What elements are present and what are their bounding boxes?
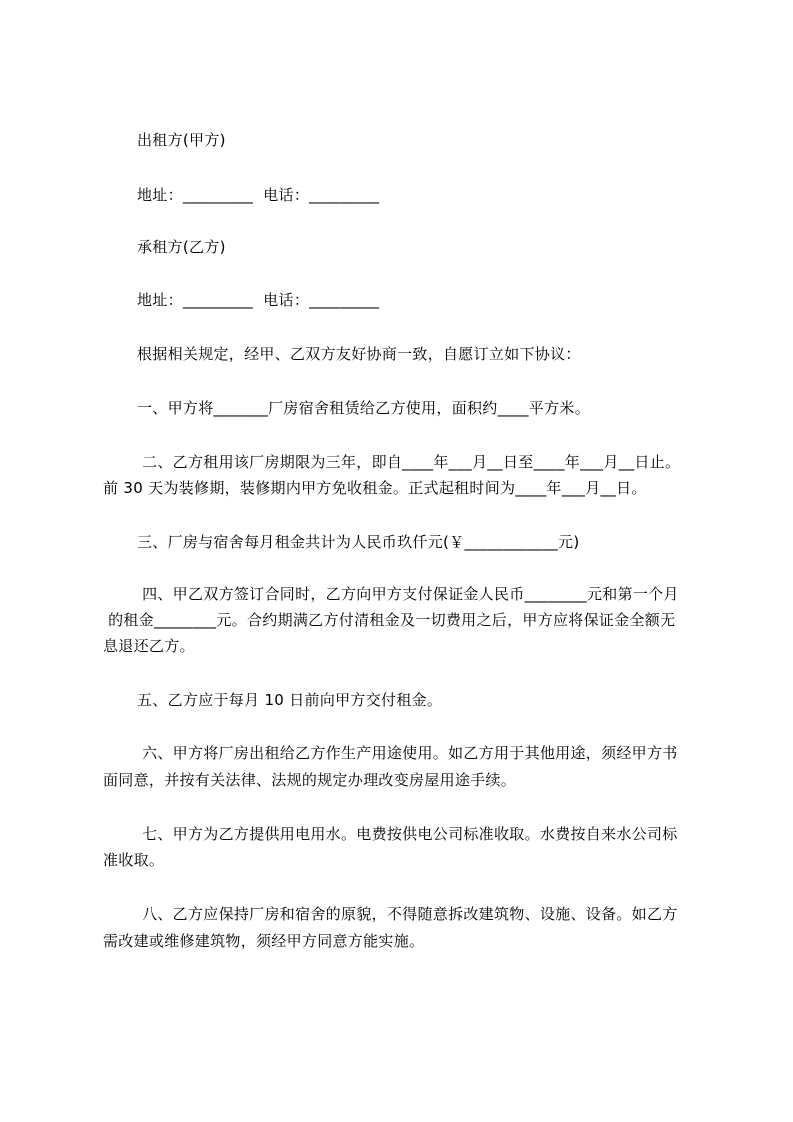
clause-5-line-1: 五、乙方应于每月 10 日前向甲方交付租金。 [137, 691, 443, 709]
clause-1-line-1: 一、甲方将_______厂房宿舍租赁给乙方使用，面积约____平方米。 [137, 399, 591, 417]
clause-6-line-1: 六、甲方将厂房出租给乙方作生产用途使用。如乙方用于其他用途，须经甲方书 [137, 744, 678, 762]
lessor-address-phone: 地址：_________ 电话：_________ [137, 186, 380, 204]
clause-8-line-2: 需改建或维修建筑物，须经甲方同意方能实施。 [103, 932, 425, 950]
lessee-heading: 承租方(乙方) [137, 238, 226, 256]
lessee-address-phone: 地址：_________ 电话：_________ [137, 291, 380, 309]
clause-6-line-2: 面同意，并按有关法律、法规的规定办理改变房屋用途手续。 [103, 771, 517, 789]
clause-2-line-2: 前 30 天为装修期，装修期内甲方免收租金。正式起租时间为____年___月__日。 [103, 479, 647, 497]
lessor-heading: 出租方(甲方) [137, 131, 226, 149]
clause-8-line-1: 八、乙方应保持厂房和宿舍的原貌，不得随意拆改建筑物、设施、设备。如乙方 [137, 905, 678, 923]
clause-4-line-3: 息退还乙方。 [103, 637, 195, 655]
clause-2-line-1: 二、乙方租用该厂房期限为三年，即自____年___月__日至____年___月__日止。 [137, 453, 681, 471]
intro-paragraph: 根据相关规定，经甲、乙双方友好协商一致，自愿订立如下协议： [137, 345, 581, 363]
clause-3-line-1: 三、厂房与宿舍每月租金共计为人民币玖仟元(￥____________元) [137, 533, 580, 551]
clause-4-line-1: 四、甲乙双方签订合同时，乙方向甲方支付保证金人民币________元和第一个月 [137, 585, 679, 603]
clause-4-line-2: 的租金________元。合约期满乙方付清租金及一切费用之后，甲方应将保证金全额无 [103, 611, 676, 629]
clause-7-line-2: 准收取。 [103, 851, 165, 869]
clause-7-line-1: 七、甲方为乙方提供用电用水。电费按供电公司标准收取。水费按自来水公司标 [137, 825, 678, 843]
